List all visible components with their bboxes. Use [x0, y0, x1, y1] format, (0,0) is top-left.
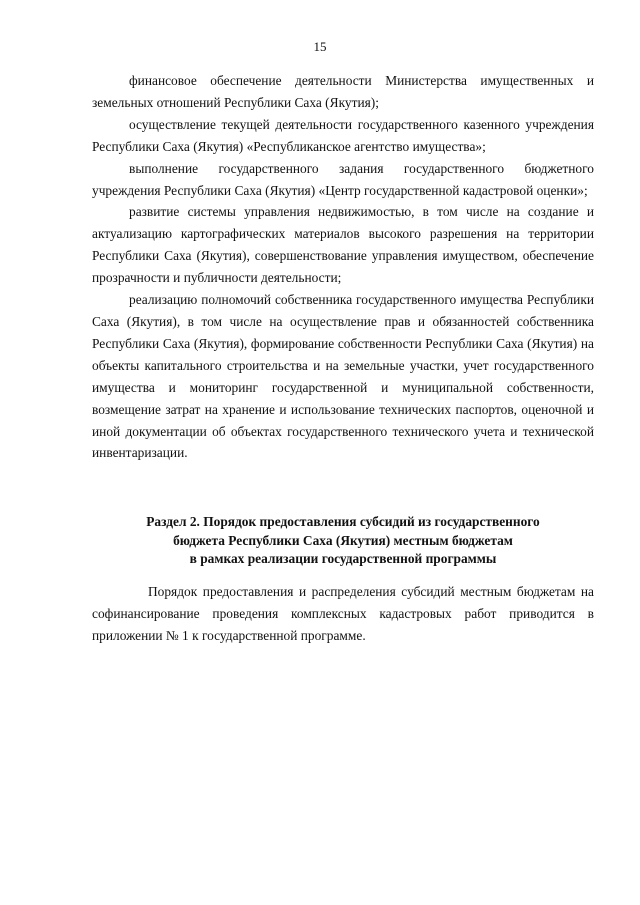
section-heading-line: бюджета Республики Саха (Якутия) местным бюджетам	[173, 532, 513, 548]
paragraph-owner-powers: реализацию полномочий собственника государственного имущества Республики Саха (Якутия), в том числе на осуществление прав и обязанностей собственника Республики Саха (Якутия), формирование собственности Республики Саха (Якутия) на объекты капитального строительства и на земельные участки, учет государственного имущества и мониторинг государственной и муниципальной собственности, возмещение затрат на хранение и использование технических паспортов, оценочной и иной документации об объектах государственного технического учета и технической инвентаризации.	[92, 292, 594, 461]
section-heading-line: Раздел 2. Порядок предоставления субсидий из государственного	[146, 514, 540, 529]
page-number: 15	[313, 39, 327, 54]
section-body	[92, 581, 594, 647]
paragraph-current-activity: осуществление текущей деятельности государственного казенного учреждения Республики Саха (Якутия) «Республиканское агентство имущества»;	[92, 116, 594, 154]
section-heading	[80, 513, 606, 569]
section-paragraph: Порядок предоставления и распределения субсидий местным бюджетам на софинансирование проведения комплексных кадастровых работ приводится в приложении № 1 к государственной программе.	[92, 584, 594, 643]
body-text	[92, 70, 594, 464]
paragraph-financial-support: финансовое обеспечение деятельности Министерства имущественных и земельных отношений Республики Саха (Якутия);	[92, 73, 594, 110]
paragraph-state-assignment: выполнение государственного задания государственного бюджетного учреждения Республики Саха (Якутия) «Центр государственной кадастровой оценки»;	[92, 160, 594, 198]
paragraph-real-estate-management: развитие системы управления недвижимостью, в том числе на создание и актуализацию картографических материалов высокого разрешения на территории Республики Саха (Якутия), совершенствование управления имуществом, обеспечение прозрачности и публичности деятельности;	[92, 204, 594, 286]
section-heading-line: в рамках реализации государственной программы	[189, 551, 497, 566]
